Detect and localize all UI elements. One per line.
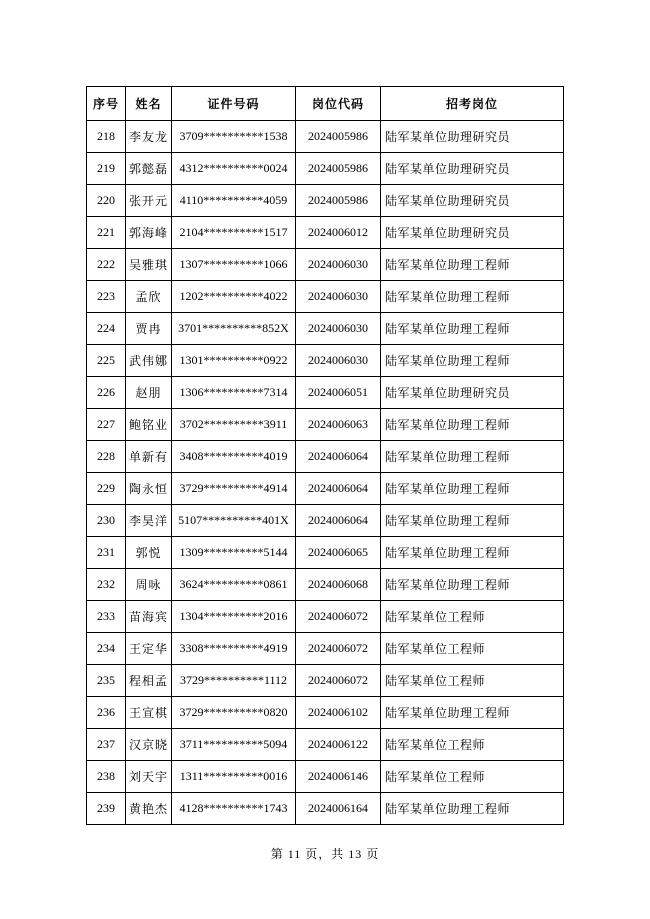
table-row (87, 665, 564, 697)
cell-serial: 221 (87, 217, 126, 249)
cell-post-title: 陆军某单位助理工程师 (381, 345, 564, 377)
cell-name: 王宣棋 (126, 697, 172, 729)
cell-serial: 238 (87, 761, 126, 793)
cell-post-code: 2024005986 (296, 185, 381, 217)
col-header-post-title: 招考岗位 (381, 87, 564, 121)
cell-name: 吴雅琪 (126, 249, 172, 281)
table-row (87, 217, 564, 249)
col-header-post-code: 岗位代码 (296, 87, 381, 121)
cell-name: 李友龙 (126, 121, 172, 153)
cell-id-number: 1311**********0016 (172, 761, 296, 793)
cell-post-title: 陆军某单位工程师 (381, 761, 564, 793)
cell-post-code: 2024006065 (296, 537, 381, 569)
table-row (87, 377, 564, 409)
cell-post-title: 陆军某单位工程师 (381, 633, 564, 665)
cell-post-code: 2024006072 (296, 633, 381, 665)
cell-serial: 223 (87, 281, 126, 313)
cell-id-number: 3701**********852X (172, 313, 296, 345)
cell-post-title: 陆军某单位助理工程师 (381, 569, 564, 601)
table-row (87, 729, 564, 761)
cell-serial: 239 (87, 793, 126, 825)
cell-post-code: 2024006051 (296, 377, 381, 409)
cell-post-code: 2024006122 (296, 729, 381, 761)
cell-post-code: 2024006072 (296, 601, 381, 633)
cell-post-code: 2024006063 (296, 409, 381, 441)
cell-serial: 234 (87, 633, 126, 665)
table-row (87, 473, 564, 505)
page-footer (0, 845, 650, 862)
cell-name: 苗海宾 (126, 601, 172, 633)
table-row (87, 185, 564, 217)
cell-post-title: 陆军某单位助理研究员 (381, 153, 564, 185)
cell-serial: 218 (87, 121, 126, 153)
cell-id-number: 3408**********4019 (172, 441, 296, 473)
table-row (87, 153, 564, 185)
cell-name: 李昊洋 (126, 505, 172, 537)
table-row (87, 409, 564, 441)
recruitment-roster-table (86, 86, 564, 825)
col-header-id-number: 证件号码 (172, 87, 296, 121)
cell-id-number: 3711**********5094 (172, 729, 296, 761)
cell-serial: 222 (87, 249, 126, 281)
cell-post-code: 2024006012 (296, 217, 381, 249)
cell-post-title: 陆军某单位助理研究员 (381, 377, 564, 409)
cell-name: 单新有 (126, 441, 172, 473)
cell-post-code: 2024005986 (296, 153, 381, 185)
table-row (87, 281, 564, 313)
cell-post-code: 2024006030 (296, 313, 381, 345)
cell-name: 陶永恒 (126, 473, 172, 505)
cell-id-number: 5107**********401X (172, 505, 296, 537)
cell-post-code: 2024006030 (296, 281, 381, 313)
cell-name: 程相孟 (126, 665, 172, 697)
cell-post-title: 陆军某单位工程师 (381, 601, 564, 633)
cell-id-number: 1304**********2016 (172, 601, 296, 633)
cell-id-number: 1202**********4022 (172, 281, 296, 313)
table-row (87, 537, 564, 569)
cell-post-code: 2024006064 (296, 473, 381, 505)
cell-post-title: 陆军某单位助理研究员 (381, 121, 564, 153)
cell-name: 王定华 (126, 633, 172, 665)
col-header-serial: 序号 (87, 87, 126, 121)
cell-id-number: 4128**********1743 (172, 793, 296, 825)
cell-post-code: 2024006102 (296, 697, 381, 729)
cell-id-number: 2104**********1517 (172, 217, 296, 249)
cell-id-number: 4110**********4059 (172, 185, 296, 217)
cell-id-number: 3702**********3911 (172, 409, 296, 441)
cell-post-title: 陆军某单位助理工程师 (381, 249, 564, 281)
cell-post-code: 2024006030 (296, 249, 381, 281)
cell-post-title: 陆军某单位助理工程师 (381, 793, 564, 825)
cell-id-number: 1306**********7314 (172, 377, 296, 409)
table-row (87, 441, 564, 473)
table-row (87, 345, 564, 377)
cell-serial: 225 (87, 345, 126, 377)
cell-serial: 236 (87, 697, 126, 729)
cell-name: 郭海峰 (126, 217, 172, 249)
cell-name: 黄艳杰 (126, 793, 172, 825)
cell-post-title: 陆军某单位助理工程师 (381, 697, 564, 729)
cell-post-code: 2024006030 (296, 345, 381, 377)
table-row (87, 697, 564, 729)
cell-serial: 233 (87, 601, 126, 633)
cell-id-number: 1307**********1066 (172, 249, 296, 281)
cell-name: 汉京晓 (126, 729, 172, 761)
cell-id-number: 4312**********0024 (172, 153, 296, 185)
cell-post-title: 陆军某单位助理工程师 (381, 281, 564, 313)
table-body (87, 121, 564, 825)
cell-serial: 232 (87, 569, 126, 601)
cell-name: 赵朋 (126, 377, 172, 409)
table-header (87, 87, 564, 121)
table-row (87, 601, 564, 633)
table-row (87, 793, 564, 825)
cell-id-number: 3729**********4914 (172, 473, 296, 505)
col-header-name: 姓名 (126, 87, 172, 121)
cell-post-code: 2024006072 (296, 665, 381, 697)
table-row (87, 569, 564, 601)
cell-post-title: 陆军某单位助理工程师 (381, 537, 564, 569)
cell-post-title: 陆军某单位助理工程师 (381, 505, 564, 537)
table-row (87, 121, 564, 153)
cell-name: 鲍铭业 (126, 409, 172, 441)
cell-serial: 220 (87, 185, 126, 217)
cell-post-code: 2024006164 (296, 793, 381, 825)
table-row (87, 249, 564, 281)
cell-serial: 230 (87, 505, 126, 537)
cell-post-title: 陆军某单位助理研究员 (381, 217, 564, 249)
cell-post-title: 陆军某单位工程师 (381, 729, 564, 761)
cell-name: 郭懿磊 (126, 153, 172, 185)
cell-post-title: 陆军某单位工程师 (381, 665, 564, 697)
cell-name: 武伟娜 (126, 345, 172, 377)
cell-post-title: 陆军某单位助理工程师 (381, 441, 564, 473)
cell-serial: 219 (87, 153, 126, 185)
cell-name: 贾冉 (126, 313, 172, 345)
table-row (87, 633, 564, 665)
page-indicator: 第 11 页，共 13 页 (270, 847, 380, 861)
cell-post-title: 陆军某单位助理工程师 (381, 473, 564, 505)
cell-id-number: 3729**********0820 (172, 697, 296, 729)
cell-id-number: 3308**********4919 (172, 633, 296, 665)
cell-name: 张开元 (126, 185, 172, 217)
cell-name: 郭悦 (126, 537, 172, 569)
cell-serial: 231 (87, 537, 126, 569)
cell-serial: 227 (87, 409, 126, 441)
cell-serial: 235 (87, 665, 126, 697)
cell-id-number: 3709**********1538 (172, 121, 296, 153)
cell-serial: 229 (87, 473, 126, 505)
table-row (87, 505, 564, 537)
cell-post-code: 2024006064 (296, 505, 381, 537)
cell-post-code: 2024005986 (296, 121, 381, 153)
cell-serial: 226 (87, 377, 126, 409)
cell-serial: 237 (87, 729, 126, 761)
cell-post-code: 2024006064 (296, 441, 381, 473)
cell-serial: 224 (87, 313, 126, 345)
cell-name: 周咏 (126, 569, 172, 601)
table-row (87, 761, 564, 793)
cell-post-code: 2024006146 (296, 761, 381, 793)
table-header-row (87, 87, 564, 121)
cell-serial: 228 (87, 441, 126, 473)
cell-id-number: 1309**********5144 (172, 537, 296, 569)
cell-id-number: 3624**********0861 (172, 569, 296, 601)
cell-post-title: 陆军某单位助理工程师 (381, 409, 564, 441)
cell-post-title: 陆军某单位助理研究员 (381, 185, 564, 217)
cell-post-title: 陆军某单位助理工程师 (381, 313, 564, 345)
cell-id-number: 3729**********1112 (172, 665, 296, 697)
cell-name: 孟欣 (126, 281, 172, 313)
cell-post-code: 2024006068 (296, 569, 381, 601)
table-row (87, 313, 564, 345)
cell-id-number: 1301**********0922 (172, 345, 296, 377)
cell-name: 刘天宇 (126, 761, 172, 793)
